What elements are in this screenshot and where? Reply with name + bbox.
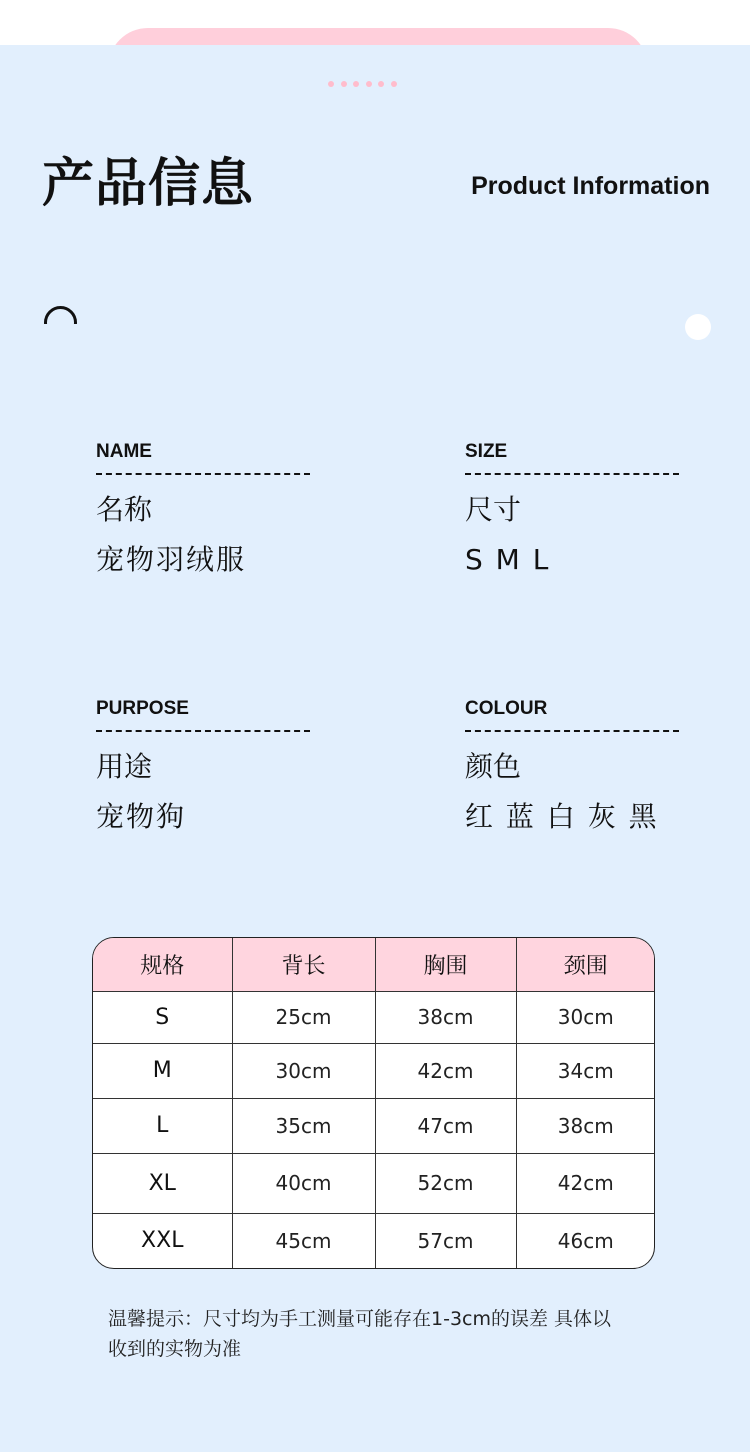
info-size-label-en: SIZE xyxy=(465,441,508,462)
size-table xyxy=(92,937,655,1269)
table-cell: 42cm xyxy=(516,1153,655,1213)
table-cell: 38cm xyxy=(516,1098,655,1153)
decorative-dots xyxy=(328,81,397,87)
table-cell: 30cm xyxy=(516,991,655,1043)
info-name-label-en: NAME xyxy=(96,441,152,462)
info-colour-label-en: COLOUR xyxy=(465,698,548,719)
table-row xyxy=(93,1098,655,1153)
table-cell: 52cm xyxy=(375,1153,516,1213)
table-header-cell: 胸围 xyxy=(375,938,516,991)
table-header-cell: 规格 xyxy=(93,938,232,991)
info-colour xyxy=(465,698,695,836)
info-name-label-cn: 名称 xyxy=(96,493,153,526)
table-cell: 38cm xyxy=(375,991,516,1043)
table-cell: 46cm xyxy=(557,1228,614,1253)
info-colour-label-cn: 颜色 xyxy=(465,750,522,783)
dashed-divider xyxy=(96,473,310,475)
info-purpose-value: 宠物狗 xyxy=(96,800,187,833)
table-cell: 57cm xyxy=(375,1213,516,1268)
table-cell-size: L xyxy=(93,1098,232,1153)
table-cell: 25cm xyxy=(232,991,375,1043)
table-row xyxy=(93,1213,655,1268)
table-header-row xyxy=(93,938,655,991)
info-size-label-cn: 尺寸 xyxy=(465,493,522,526)
note-line-2: 收到的实物为准 xyxy=(108,1338,242,1360)
page-title-cn: 产品信息 xyxy=(42,154,255,214)
table-header-cell: 颈围 xyxy=(516,938,655,991)
info-purpose-label-cn: 用途 xyxy=(96,750,153,783)
table-cell-size: M xyxy=(93,1043,232,1098)
table-header-cell: 背长 xyxy=(232,938,375,991)
info-name-value: 宠物羽绒服 xyxy=(96,543,247,576)
table-cell: 35cm xyxy=(232,1098,375,1153)
arc-icon xyxy=(44,306,77,324)
info-colour-value: 红 蓝 白 灰 黑 xyxy=(465,800,659,833)
measurement-note xyxy=(108,1304,648,1364)
info-purpose-label-en: PURPOSE xyxy=(96,698,189,719)
table-cell-size: XL xyxy=(93,1153,232,1213)
info-purpose xyxy=(96,698,326,836)
note-line-1: 温馨提示：尺寸均为手工测量可能存在1-3cm的误差 具体以 xyxy=(108,1308,612,1330)
table-row xyxy=(93,991,655,1043)
circle-dot-icon xyxy=(685,314,711,340)
table-cell: 34cm xyxy=(516,1043,655,1098)
table-cell: 42cm xyxy=(375,1043,516,1098)
page-title-en: Product Information xyxy=(471,172,710,200)
table-cell: 45cm xyxy=(232,1213,375,1268)
dashed-divider xyxy=(465,730,679,732)
table-cell: 40cm xyxy=(232,1153,375,1213)
dashed-divider xyxy=(96,730,310,732)
table-cell-size: XXL xyxy=(93,1213,232,1268)
table-cell: 30cm xyxy=(232,1043,375,1098)
table-cell-size: S xyxy=(93,991,232,1043)
info-name xyxy=(96,441,326,579)
info-size xyxy=(465,441,695,579)
dashed-divider xyxy=(465,473,679,475)
table-cell: 47cm xyxy=(375,1098,516,1153)
table-row xyxy=(93,1153,655,1213)
info-size-value: S M L xyxy=(465,543,551,576)
table-row xyxy=(93,1043,655,1098)
